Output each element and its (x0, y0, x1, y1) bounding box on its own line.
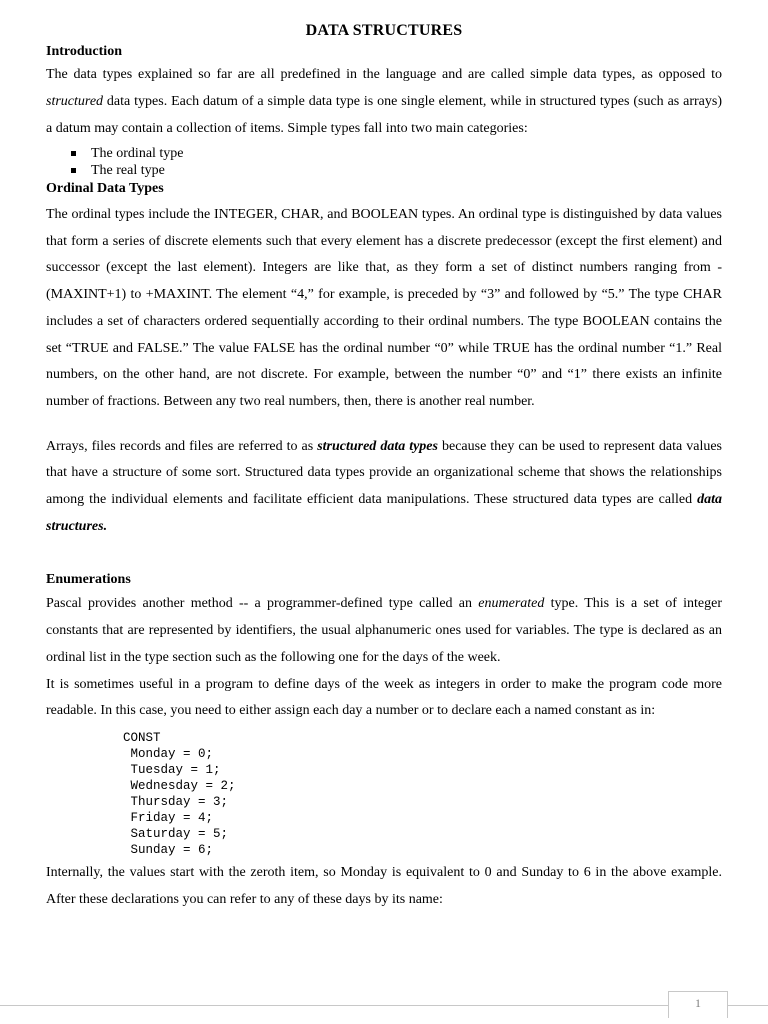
heading-ordinal-data-types: Ordinal Data Types (46, 181, 164, 196)
emphasis-text: enumerated (478, 596, 545, 612)
footer-rule (0, 1005, 668, 1006)
document-body (46, 42, 722, 913)
spacer (46, 416, 722, 434)
bullet-list (46, 145, 722, 179)
text-run: The data types explained so far are all predefined in the language and are called simple data types, as opposed to (46, 67, 722, 82)
heading-introduction: Introduction (46, 44, 122, 59)
paragraph-ordinal: The ordinal types include the INTEGER, CHAR, and BOOLEAN types. An ordinal type is distinguished by data values that form a series of discrete elements such that every element has a discrete predecessor (except the first element) and successor (except the last element). Integers are like that, as they form a set of distinct numbers ranging from -(MAXINT+1) to +MAXINT. The element “4,” for example, is preceded by “3” and followed by “5.” The type CHAR includes a set of characters ordered sequentially according to their ordinal numbers. The type BOOLEAN contains the set “TRUE and FALSE.” The value FALSE has the ordinal number “0” while TRUE has the ordinal number “1.” Real numbers, on the other hand, are not discrete. For example, between the number “0” and “1” there exists an infinite number of fractions. Between any two real numbers, then, there is another real number. (46, 207, 722, 409)
text-run: because they can be used to represent data values that have a structure of some sort. Structured data types provide an organizational scheme that shows the relationships among the individual elements and facilitate efficient data manipulations. These structured data types are called (46, 438, 722, 508)
paragraph-structured (46, 434, 722, 541)
emphasis-text: data structures. (46, 492, 722, 534)
page-number: 1 (668, 991, 728, 1018)
spacer (46, 540, 722, 564)
paragraph-enumerations (46, 591, 722, 671)
emphasis-text: structured (46, 94, 104, 109)
heading-enumerations: Enumerations (46, 572, 131, 588)
list-item: The ordinal type (71, 145, 722, 162)
list-item: The real type (71, 162, 722, 179)
code-block: CONST Monday = 0; Tuesday = 1; Wednesday = 2; Thursday = 3; Friday = 4; Saturday = 5; Sunday = 6; (123, 730, 236, 857)
document-title: DATA STRUCTURES (305, 22, 463, 39)
paragraph-internal-values: Internally, the values start with the zeroth item, so Monday is equivalent to 0 and Sunday to 6 in the above example. After these declarations you can refer to any of these days by its name: (46, 864, 722, 907)
paragraph-days-of-week: It is sometimes useful in a program to define days of the week as integers in order to make the program code more readable. In this case, you need to either assign each day a number or to declare each a named constant as in: (46, 676, 722, 719)
emphasis-text: structured data types (317, 438, 438, 454)
text-run: type. This is a set of integer constants that are represented by identifiers, the usual alphanumeric ones used for variables. The type is declared as an ordinal list in the type section such as the following one for the days of the week. (46, 596, 722, 665)
text-run: data types. Each datum of a simple data type is one single element, while in structured types (such as arrays) a datum may contain a collection of items. Simple types fall into two main categories: (46, 94, 722, 136)
paragraph-introduction (46, 61, 722, 142)
text-run: Pascal provides another method -- a programmer-defined type called an (46, 596, 479, 612)
footer-rule (727, 1005, 768, 1006)
text-run: Arrays, files records and files are referred to as (46, 438, 318, 454)
